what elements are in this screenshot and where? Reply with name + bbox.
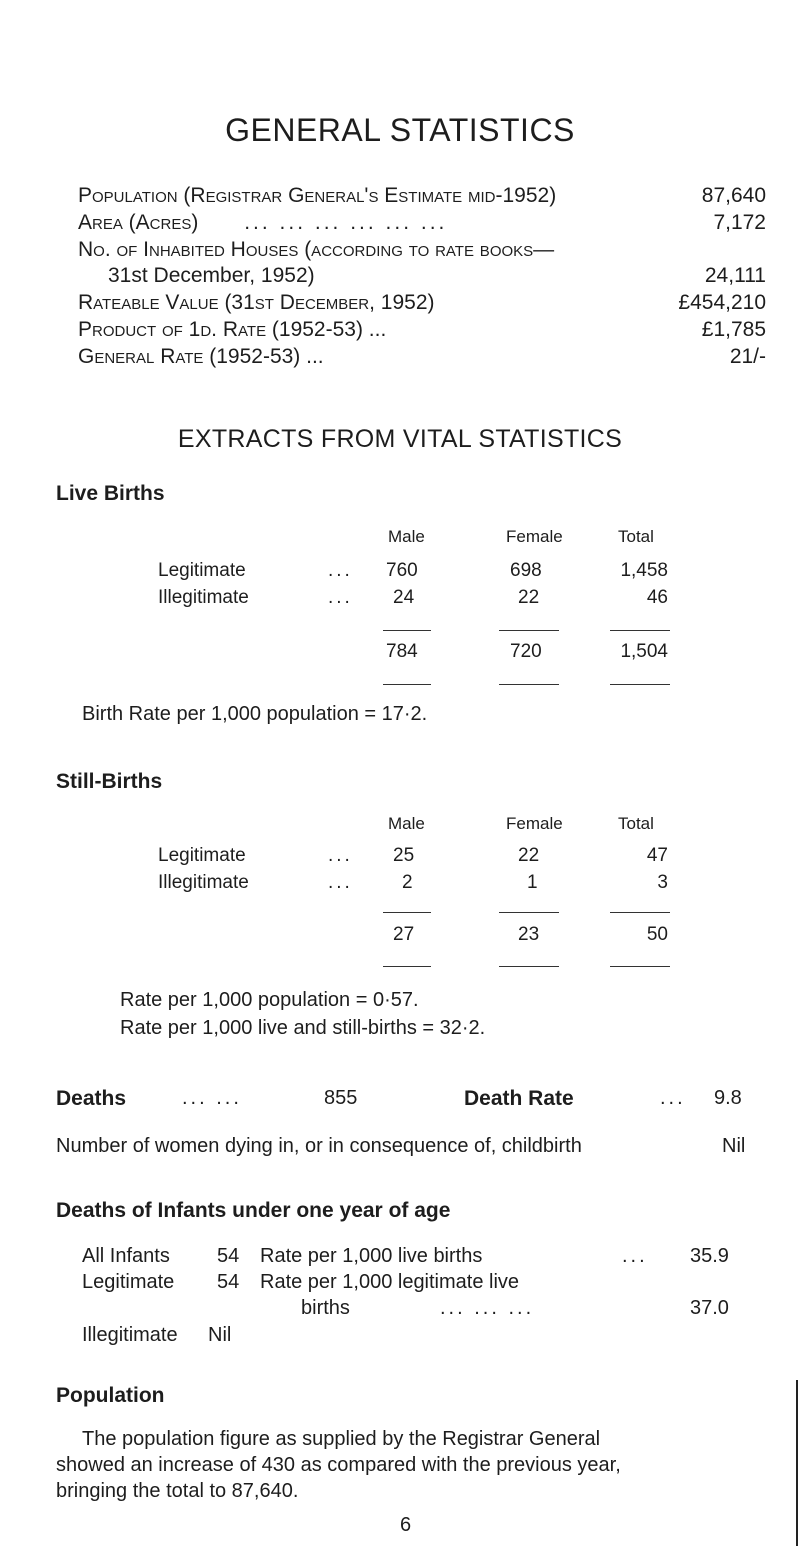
deaths-label: Deaths <box>56 1087 127 1110</box>
all-infants-label: All Infants <box>82 1245 170 1267</box>
still-birth-rate-live-and-still: Rate per 1,000 live and still-births = 32·2. <box>120 1017 486 1039</box>
sb-row-legitimate-dots: ... <box>328 845 353 866</box>
lb-row-illegitimate-dots: ... <box>328 587 353 608</box>
product-rate-value: £1,785 <box>701 318 766 341</box>
sb-total-female: 23 <box>518 924 540 945</box>
still-births-heading: Still-Births <box>56 770 163 793</box>
sb-row-illegitimate-label: Illegitimate <box>158 872 249 893</box>
sb-rule-male-top <box>383 912 431 913</box>
rateable-value-label: Rateable Value (31st December, 1952) <box>78 291 435 314</box>
childbirth-deaths-value: Nil <box>722 1135 746 1157</box>
sb-total-total: 50 <box>646 924 668 945</box>
all-infants-rate-value: 35.9 <box>690 1245 729 1267</box>
legitimate-infants-rate-text-cont: births <box>301 1297 350 1319</box>
lb-rule-male-top <box>383 630 431 631</box>
all-infants-rate-dots: ... <box>622 1245 648 1267</box>
legitimate-infants-label: Legitimate <box>82 1271 175 1293</box>
lb-row-illegitimate-label: Illegitimate <box>158 587 249 608</box>
lb-rule-total-bottom <box>610 684 670 685</box>
sb-row-legitimate-label: Legitimate <box>158 845 246 866</box>
page-number: 6 <box>400 1514 412 1536</box>
lb-illegitimate-total: 46 <box>646 587 668 608</box>
lb-rule-male-bottom <box>383 684 431 685</box>
lb-col-male: Male <box>388 527 425 546</box>
lb-illegitimate-male: 24 <box>393 587 415 608</box>
houses-label: No. of Inhabited Houses (according to rate books— <box>78 238 555 261</box>
lb-rule-female-top <box>499 630 559 631</box>
sb-rule-total-bottom <box>610 966 670 967</box>
area-label: Area (Acres) <box>78 211 199 234</box>
legitimate-infants-rate-dots: ... ... ... <box>440 1297 535 1319</box>
general-rate-label: General Rate (1952-53) ... <box>78 345 324 368</box>
sb-rule-female-top <box>499 912 559 913</box>
sb-illegitimate-total: 3 <box>657 872 668 893</box>
page-title: GENERAL STATISTICS <box>225 112 575 148</box>
legitimate-infants-value: 54 <box>217 1271 240 1293</box>
sb-row-illegitimate-dots: ... <box>328 872 353 893</box>
all-infants-rate-text: Rate per 1,000 live births <box>260 1245 483 1267</box>
lb-rule-female-bottom <box>499 684 559 685</box>
death-rate-dots: ... <box>660 1087 686 1109</box>
lb-total-female: 720 <box>510 641 542 662</box>
sb-total-male: 27 <box>393 924 415 945</box>
sb-illegitimate-male: 2 <box>402 872 413 893</box>
sb-illegitimate-female: 1 <box>527 872 538 893</box>
lb-legitimate-male: 760 <box>386 560 418 581</box>
houses-date-label: 31st December, 1952) <box>108 264 315 287</box>
population-label: Population (Registrar General's Estimate mid-1952) <box>78 184 557 207</box>
childbirth-deaths-text: Number of women dying in, or in consequence of, childbirth <box>56 1135 582 1157</box>
rateable-value: £454,210 <box>678 291 766 314</box>
sb-col-female: Female <box>506 814 563 833</box>
deaths-dots: ... ... <box>182 1087 242 1109</box>
sb-rule-male-bottom <box>383 966 431 967</box>
sb-legitimate-male: 25 <box>393 845 415 866</box>
lb-legitimate-total: 1,458 <box>620 560 668 581</box>
area-row <box>78 211 447 235</box>
lb-row-legitimate-label: Legitimate <box>158 560 246 581</box>
population-text-line-2: showed an increase of 430 as compared with the previous year, <box>56 1454 621 1476</box>
general-rate-value: 21/- <box>729 345 766 368</box>
population-value: 87,640 <box>701 184 766 207</box>
extracts-title: EXTRACTS FROM VITAL STATISTICS <box>177 425 623 453</box>
lb-col-female: Female <box>506 527 563 546</box>
birth-rate: Birth Rate per 1,000 population = 17·2. <box>82 703 428 725</box>
sb-col-total: Total <box>618 814 654 833</box>
area-dots: ... ... ... ... ... ... <box>244 211 448 234</box>
product-rate-label: Product of 1d. Rate (1952-53) ... <box>78 318 387 341</box>
live-births-heading: Live Births <box>56 482 165 505</box>
houses-value: 24,111 <box>704 264 766 287</box>
legitimate-infants-rate-text: Rate per 1,000 legitimate live <box>260 1271 520 1293</box>
houses-date-row <box>108 264 315 288</box>
lb-legitimate-female: 698 <box>510 560 542 581</box>
population-heading: Population <box>56 1384 165 1407</box>
infant-deaths-heading: Deaths of Infants under one year of age <box>56 1199 451 1222</box>
death-rate-label: Death Rate <box>464 1087 574 1110</box>
sb-col-male: Male <box>388 814 425 833</box>
lb-illegitimate-female: 22 <box>518 587 540 608</box>
population-text-line-3: bringing the total to 87,640. <box>56 1480 299 1502</box>
lb-total-male: 784 <box>386 641 418 662</box>
death-rate-value: 9.8 <box>714 1087 742 1109</box>
illegitimate-infants-value: Nil <box>208 1324 232 1346</box>
population-text-line-1: The population figure as supplied by the Registrar General <box>82 1428 601 1450</box>
deaths-value: 855 <box>324 1087 358 1109</box>
sb-rule-total-top <box>610 912 670 913</box>
lb-rule-total-top <box>610 630 670 631</box>
sb-rule-female-bottom <box>499 966 559 967</box>
illegitimate-infants-label: Illegitimate <box>82 1324 178 1346</box>
lb-row-legitimate-dots: ... <box>328 560 353 581</box>
sb-legitimate-total: 47 <box>646 845 668 866</box>
lb-col-total: Total <box>618 527 654 546</box>
area-value: 7,172 <box>713 211 766 234</box>
legitimate-infants-rate-value: 37.0 <box>690 1297 729 1319</box>
still-birth-rate-population: Rate per 1,000 population = 0·57. <box>120 989 419 1011</box>
all-infants-value: 54 <box>217 1245 240 1267</box>
scan-edge-mark <box>796 1380 798 1546</box>
sb-legitimate-female: 22 <box>518 845 540 866</box>
lb-total-total: 1,504 <box>620 641 668 662</box>
